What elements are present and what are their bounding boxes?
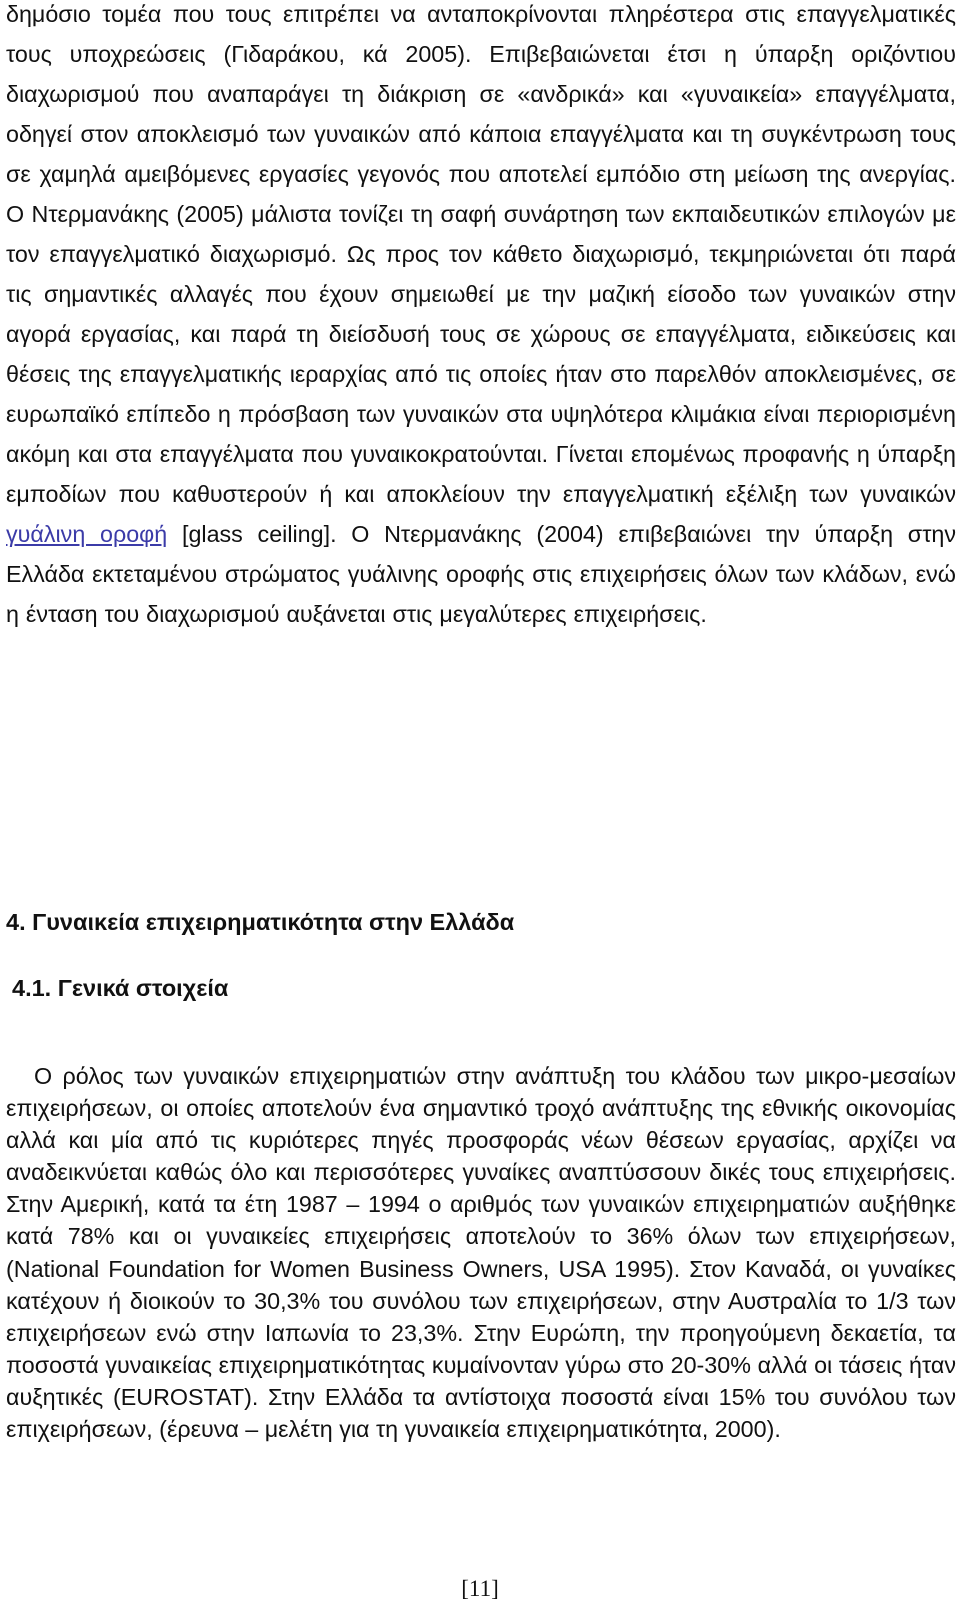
paragraph-text: δημόσιο τομέα που τους επιτρέπει να ανταποκρίνονται πληρέστερα στις επαγγελματικές τους υποχρεώσεις (Γιδαράκου, κά 2005). Επιβεβαιώνεται έτσι η ύπαρξη οριζόντιου διαχωρισμού που αναπαράγει τη διάκριση σε «ανδρικά» και «γυναικεία» επαγγέλματα, οδηγεί στον αποκλεισμό των γυναικών από κάποια επαγγέλματα και τη συγκέντρωση τους σε χαμηλά αμειβόμενες εργασίες γεγονός που αποτελεί εμπόδιο στη μείωση της ανεργίας. Ο Ντερμανάκης (2005) μάλιστα τονίζει τη σαφή συνάρτηση των εκπαιδευτικών επιλογών με τον επαγγελματικό διαχωρισμό. Ως προς τον κάθετο διαχωρισμό, τεκμηριώνεται ότι παρά τις σημαντικές αλλαγές που έχουν σημειωθεί με την μαζική είσοδο των γυναικών στην αγορά εργασίας, και παρά τη διείσδυσή τους σε χώρους σε επαγγέλματα, ειδικεύσεις και θέσεις της επαγγελματικής ιεραρχίας από τις οποίες ήταν στο παρελθόν αποκλεισμένες, σε ευρωπαϊκό επίπεδο η πρόσβαση των γυναικών στα υψηλότερα κλιμάκια είναι περιορισμένη ακόμη και στα επαγγέλματα που γυναικοκρατούνται. Γίνεται επομένως προφανής η ύπαρξη εμποδίων που καθυστερούν ή και αποκλείουν την επαγγελματική εξέλιξη των γυναικών (6, 1, 956, 507)
paragraph-text: [glass ceiling]. Ο Ντερμανάκης (2004) επιβεβαιώνει την ύπαρξη στην Ελλάδα εκτεταμένου στρώματος γυάλινης οροφής στις επιχειρήσεις όλων των κλάδων, ενώ η ένταση του διαχωρισμού αυξάνεται στις μεγαλύτερες επιχειρήσεις. (6, 521, 956, 627)
subsection-heading: 4.1. Γενικά στοιχεία (12, 975, 229, 1001)
body-paragraph-glass-ceiling (6, 0, 956, 634)
section-heading: 4. Γυναικεία επιχειρηματικότητα στην Ελλάδα (6, 909, 515, 935)
body-paragraph-entrepreneurship: Ο ρόλος των γυναικών επιχειρηματιών στην ανάπτυξη του κλάδου των μικρο-μεσαίων επιχειρήσεων, οι οποίες αποτελούν ένα σημαντικό τροχό ανάπτυξης της εθνικής οικονομίας αλλά και μία από τις κυριότερες πηγές προσφοράς νέων θέσεων εργασίας, αρχίζει να αναδεικνύεται καθώς όλο και περισσότερες γυναίκες αναπτύσσουν δικές τους επιχειρήσεις. Στην Αμερική, κατά τα έτη 1987 – 1994 ο αριθμός των γυναικών επιχειρηματιών αυξήθηκε κατά 78% και οι γυναικείες επιχειρήσεις αποτελούν το 36% όλων των επιχειρήσεων, (National Foundation for Women Business Owners, USA 1995). Στον Καναδά, οι γυναίκες κατέχουν ή διοικούν το 30,3% του συνόλου των επιχειρήσεων, στην Αυστραλία το 1/3 των επιχειρήσεων ενώ στην Ιαπωνία το 23,3%. Στην Ευρώπη, την προηγούμενη δεκαετία, τα ποσοστά γυναικείας επιχειρηματικότητας κυμαίνονταν γύρω στο 20-30% αλλά οι τάσεις ήταν αυξητικές (EUROSTAT). Στην Ελλάδα τα αντίστοιχα ποσοστά είναι 15% του συνόλου των επιχειρήσεων, (έρευνα – μελέτη για τη γυναικεία επιχειρηματικότητα, 2000). (6, 1063, 956, 1443)
page-number: [11] (461, 1576, 499, 1601)
glass-ceiling-link[interactable]: γυάλινη οροφή (6, 521, 168, 547)
